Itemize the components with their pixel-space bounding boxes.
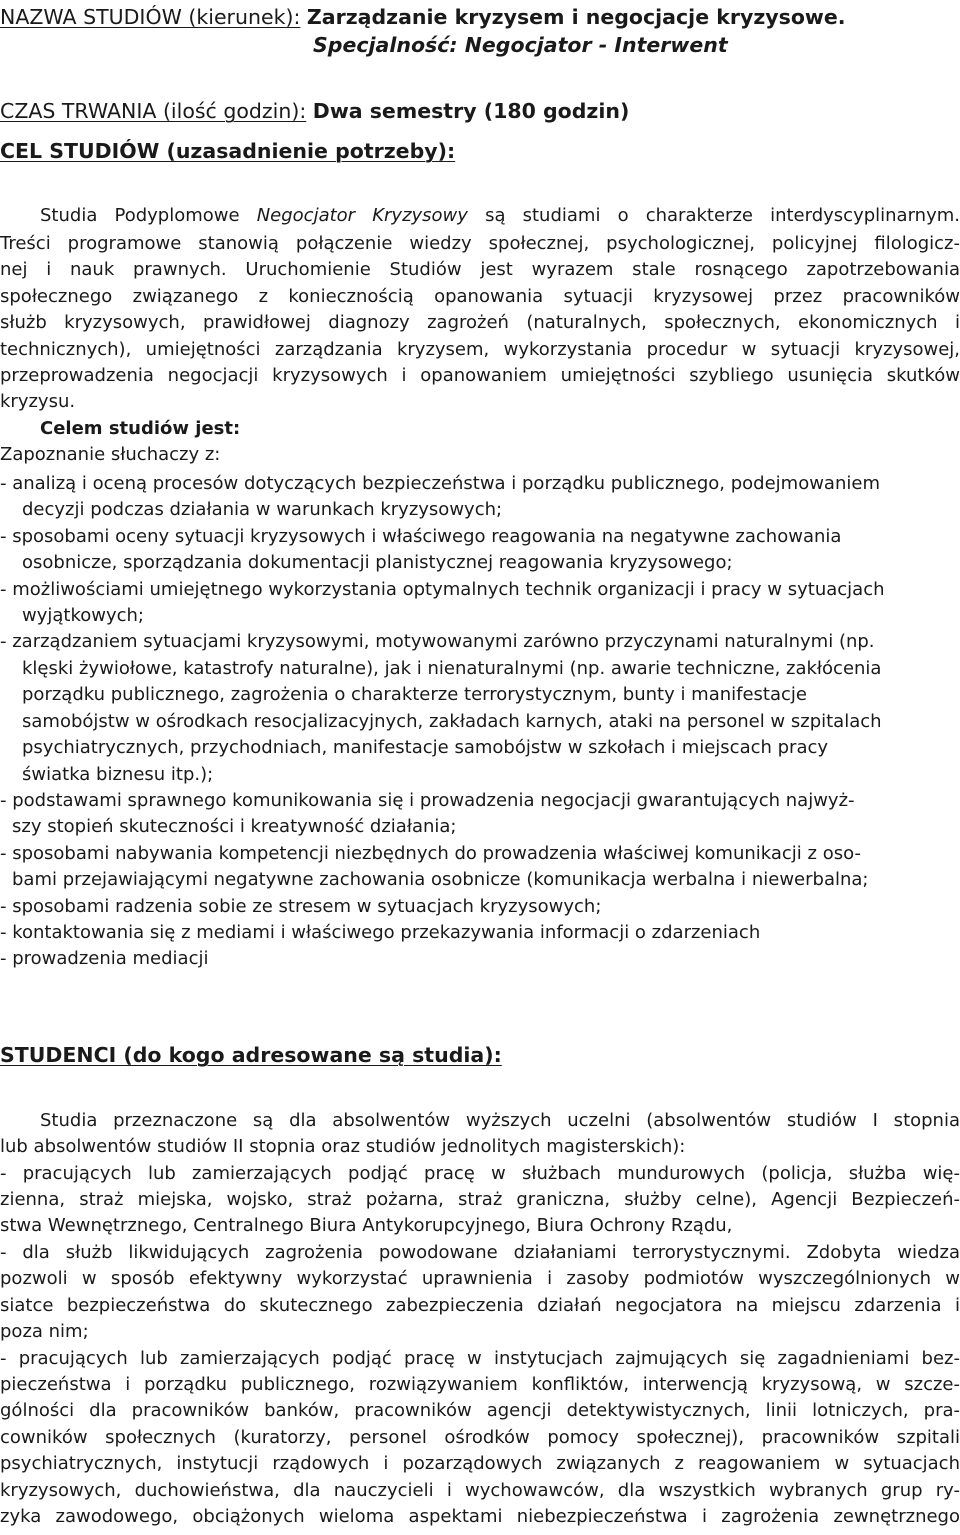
aim-intro: Zapoznanie słuchaczy z: [0,444,221,465]
duration-label: CZAS TRWANIA (ilość godzin): [0,99,307,123]
studies-name-label: NAZWA STUDIÓW (kierunek): [0,5,301,29]
duration-line [0,97,629,125]
studies-name-line [0,3,846,31]
aim-item: - sposobami nabywania kompetencji niezbędnych do prowadzenia właściwej komunikacji z oso- [0,843,861,864]
aim-item-cont: osobnicze, sporządzania dokumentacji planistycznej reagowania kryzysowego; [22,552,733,573]
goal-line: Treści programowe stanowią połączenie wiedzy społecznej, psychologicznej, policyjnej filologicz- [0,233,960,254]
aim-item: - kontaktowania się z mediami i właściwego przekazywania informacji o zdarzeniach [0,922,761,943]
aim-item: - analizą i oceną procesów dotyczących bezpieczeństwa i porządku publicznego, podejmowaniem [0,473,880,494]
students-line: psychiatrycznych, instytucji rządowych i pozarządowych związanych z reagowaniem w sytuacjach [0,1453,960,1474]
goal-course-name: Negocjator Kryzysowy [256,205,468,226]
students-line: zienna, straż miejska, wojsko, straż pożarna, straż graniczna, służby celne), Agencji Bezpieczeń- [0,1189,960,1210]
goal-line-1 [0,203,960,229]
aim-item: - możliwościami umiejętnego wykorzystania optymalnych technik organizacji i pracy w sytuacjach [0,579,885,600]
aim-item-cont: klęski żywiołowe, katastrofy naturalne), jak i nienaturalnymi (np. awarie techniczne, zakłócenia [22,658,882,679]
students-line: pozwoli w sposób efektywny wykorzystać uprawnienia i zasoby podmiotów wyszczególnionych w [0,1268,960,1289]
students-line: - pracujących lub zamierzających podjąć pracę w służbach mundurowych (policja, służba wię- [0,1163,960,1184]
aim-item-cont: szy stopień skuteczności i kreatywność działania; [12,816,457,837]
goal-line: społecznego związanego z koniecznością opanowania sytuacji kryzysowej przez pracowników [0,286,960,307]
aim-item: - prowadzenia mediacji [0,948,209,969]
goal-last-line: kryzysu. [0,391,76,412]
aim-item-cont: porządku publicznego, zagrożenia o charakterze terrorystycznym, bunty i manifestacje [22,684,807,705]
students-line: - pracujących lub zamierzających podjąć pracę w instytucjach zajmujących się zagadnieniami bez- [0,1348,960,1369]
goal-line-1a: Studia Podyplomowe [40,205,240,226]
students-line: siatce bezpieczeństwa do skutecznego zabezpieczenia działań negocjatora na miejscu zdarzenia i [0,1295,960,1316]
students-line: poza nim; [0,1321,89,1342]
aim-item-cont: samobójstw w ośrodkach resocjalizacyjnych, zakładach karnych, ataki na personel w szpitalach [22,711,882,732]
goal-heading: CEL STUDIÓW (uzasadnienie potrzeby): [0,139,456,163]
students-line: lub absolwentów studiów II stopnia oraz studiów jednolitych magisterskich): [0,1136,686,1157]
aim-item-cont: psychiatrycznych, przychodniach, manifestacje samobójstw w szkołach i miejscach pracy [22,737,829,758]
aim-item: - sposobami oceny sytuacji kryzysowych i właściwego reagowania na negatywne zachowania [0,526,842,547]
students-line: stwa Wewnętrznego, Centralnego Biura Antykorupcyjnego, Biura Ochrony Rządu, [0,1215,733,1236]
aim-item: - zarządzaniem sytuacjami kryzysowymi, motywowanymi zarówno przyczynami naturalnymi (np. [0,631,875,652]
students-heading: STUDENCI (do kogo adresowane są studia): [0,1043,502,1067]
aim-item: - sposobami radzenia sobie ze stresem w sytuacjach kryzysowych; [0,896,602,917]
students-line: pieczeństwa i porządku publicznego, rozwiązywaniem konfliktów, interwencją kryzysową, w szcze- [0,1374,960,1395]
students-line: kryzysowych, duchowieństwa, dla nauczycieli i wychowawców, dla wszystkich wybranych grup ry- [0,1480,960,1501]
aim-item-cont: bami przejawiającymi negatywne zachowania osobnicze (komunikacja werbalna i niewerbalna; [12,869,869,890]
students-line: Studia przeznaczone są dla absolwentów wyższych uczelni (absolwentów studiów I stopnia [40,1110,960,1131]
aim-item-cont: wyjątkowych; [22,605,145,626]
aim-item: - podstawami sprawnego komunikowania się i prowadzenia negocjacji gwarantujących najwyż- [0,790,855,811]
goal-line: nej i nauk prawnych. Uruchomienie Studiów jest wyrazem stale rosnącego zapotrzebowania [0,259,960,280]
aim-item-cont: decyzji podczas działania w warunkach kryzysowych; [22,499,503,520]
students-line: cowników społecznych (kuratorzy, personel ośrodków pomocy społecznej), pracowników szpitali [0,1427,960,1448]
goal-line: służb kryzysowych, prawidłowej diagnozy zagrożeń (naturalnych, społecznych, ekonomicznych i [0,312,960,333]
specialty: Specjalność: Negocjator - Interwent [313,33,728,57]
goal-line-1c: są studiami o charakterze interdyscyplinarnym. [485,205,960,226]
duration-value: Dwa semestry (180 godzin) [312,99,630,123]
aim-item-cont: światka biznesu itp.); [22,764,214,785]
aim-heading: Celem studiów jest: [40,418,241,439]
studies-title: Zarządzanie kryzysem i negocjacje kryzysowe. [306,5,846,29]
students-line: - dla służb likwidujących zagrożenia powodowane działaniami terrorystycznymi. Zdobyta wiedza [0,1242,960,1263]
goal-line: przeprowadzenia negocjacji kryzysowych i opanowaniem umiejętności szybliego usunięcia skutków [0,365,960,386]
students-line: gólności dla pracowników banków, pracowników agencji detektywistycznych, linii lotniczych, pra- [0,1400,960,1421]
goal-line: technicznych), umiejętności zarządzania kryzysem, wykorzystania procedur w sytuacji kryzysowej, [0,339,960,360]
students-line: zyka zawodowego, obciążonych wieloma aspektami niebezpieczeństwa i zagrożenia zewnętrznego [0,1506,960,1527]
